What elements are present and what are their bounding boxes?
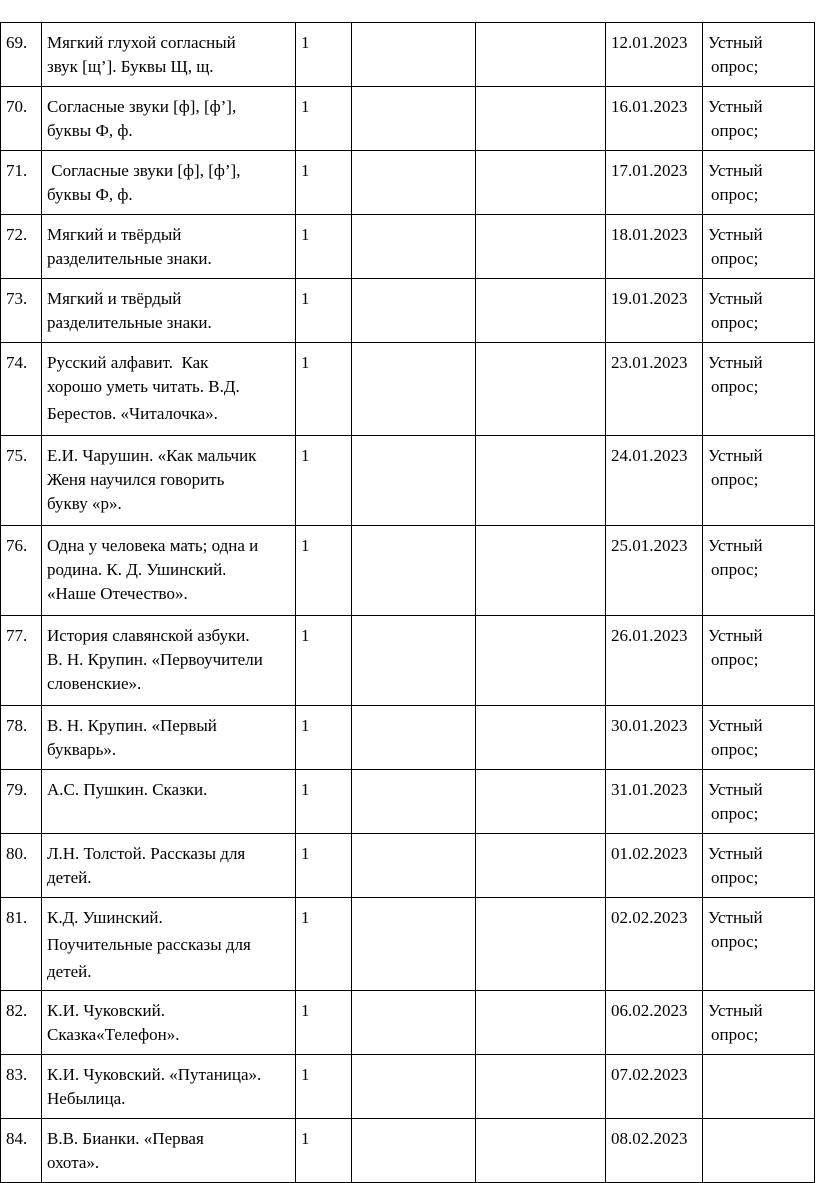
- lesson-number: 72.: [1, 215, 42, 279]
- control-form: [703, 87, 815, 151]
- control-form-line: Устный: [708, 716, 763, 735]
- control-form-line: опрос;: [711, 650, 759, 669]
- empty-cell: [352, 23, 476, 87]
- lesson-topic: [42, 526, 296, 616]
- control-form: [703, 616, 815, 706]
- topic-line: буквы Ф, ф.: [47, 185, 133, 204]
- table-row: [1, 343, 815, 436]
- control-form-line: опрос;: [711, 249, 759, 268]
- empty-cell: [476, 1119, 606, 1183]
- lesson-hours: 1: [296, 1055, 352, 1119]
- topic-line: К.И. Чуковский.: [47, 1001, 165, 1020]
- table-row: [1, 526, 815, 616]
- empty-cell: [476, 991, 606, 1055]
- empty-cell: [352, 279, 476, 343]
- topic-line: Одна у человека мать; одна и: [47, 536, 259, 555]
- lesson-date: 19.01.2023: [606, 279, 703, 343]
- topic-line: разделительные знаки.: [47, 249, 212, 268]
- topic-line: охота».: [47, 1153, 100, 1172]
- lesson-topic: [42, 834, 296, 898]
- control-form-line: Устный: [708, 536, 763, 555]
- topic-line: букву «р».: [47, 494, 122, 513]
- lesson-topic: [42, 991, 296, 1055]
- lesson-number: 70.: [1, 87, 42, 151]
- control-form: [703, 23, 815, 87]
- topic-line: букварь».: [47, 740, 117, 759]
- lesson-number: 80.: [1, 834, 42, 898]
- control-form-line: опрос;: [711, 932, 759, 951]
- lesson-hours: 1: [296, 87, 352, 151]
- lesson-date: 17.01.2023: [606, 151, 703, 215]
- lesson-number: 76.: [1, 526, 42, 616]
- topic-line: Русский алфавит. Как: [47, 353, 209, 372]
- table-row: [1, 706, 815, 770]
- control-form-line: Устный: [708, 844, 763, 863]
- control-form: [703, 436, 815, 526]
- empty-cell: [476, 279, 606, 343]
- lesson-number: 81.: [1, 898, 42, 991]
- control-form: [703, 343, 815, 436]
- lesson-topic: [42, 770, 296, 834]
- lesson-topic: [42, 1119, 296, 1183]
- control-form-line: Устный: [708, 353, 763, 372]
- lesson-date: 02.02.2023: [606, 898, 703, 991]
- empty-cell: [352, 616, 476, 706]
- topic-line: Мягкий и твёрдый: [47, 289, 182, 308]
- lesson-hours: 1: [296, 1119, 352, 1183]
- topic-line: Мягкий и твёрдый: [47, 225, 182, 244]
- empty-cell: [476, 616, 606, 706]
- lesson-hours: 1: [296, 151, 352, 215]
- control-form-line: Устный: [708, 225, 763, 244]
- lesson-topic: [42, 343, 296, 436]
- lesson-date: 01.02.2023: [606, 834, 703, 898]
- topic-line: хорошо уметь читать. В.Д.: [47, 377, 240, 396]
- topic-line: Небылица.: [47, 1089, 126, 1108]
- empty-cell: [352, 770, 476, 834]
- empty-cell: [352, 991, 476, 1055]
- lesson-number: 77.: [1, 616, 42, 706]
- lesson-date: 06.02.2023: [606, 991, 703, 1055]
- topic-line: В. Н. Крупин. «Первоучители: [47, 650, 263, 669]
- lesson-number: 79.: [1, 770, 42, 834]
- table-row: [1, 436, 815, 526]
- empty-cell: [352, 87, 476, 151]
- control-form-line: Устный: [708, 1001, 763, 1020]
- table-row: [1, 898, 815, 991]
- control-form: [703, 834, 815, 898]
- lesson-date: 31.01.2023: [606, 770, 703, 834]
- topic-line: К.Д. Ушинский.: [47, 908, 163, 927]
- topic-line: Поучительные рассказы для: [47, 935, 251, 954]
- control-form: [703, 1055, 815, 1119]
- empty-cell: [352, 151, 476, 215]
- lesson-topic: [42, 87, 296, 151]
- topic-line: Женя научился говорить: [47, 470, 225, 489]
- lesson-hours: 1: [296, 279, 352, 343]
- empty-cell: [476, 1055, 606, 1119]
- empty-cell: [476, 526, 606, 616]
- lesson-date: 24.01.2023: [606, 436, 703, 526]
- lesson-topic: [42, 1055, 296, 1119]
- control-form-line: Устный: [708, 626, 763, 645]
- lesson-topic: [42, 151, 296, 215]
- empty-cell: [352, 898, 476, 991]
- empty-cell: [352, 1119, 476, 1183]
- empty-cell: [476, 770, 606, 834]
- empty-cell: [476, 436, 606, 526]
- control-form-line: опрос;: [711, 313, 759, 332]
- topic-line: «Наше Отечество».: [47, 584, 188, 603]
- lesson-number: 73.: [1, 279, 42, 343]
- lesson-hours: 1: [296, 23, 352, 87]
- empty-cell: [476, 834, 606, 898]
- lesson-number: 69.: [1, 23, 42, 87]
- lesson-date: 30.01.2023: [606, 706, 703, 770]
- lesson-hours: 1: [296, 436, 352, 526]
- topic-line: Берестов. «Читалочка».: [47, 404, 218, 423]
- table-row: [1, 991, 815, 1055]
- lesson-topic: [42, 215, 296, 279]
- lesson-topic: [42, 279, 296, 343]
- topic-line: История славянской азбуки.: [47, 626, 250, 645]
- lesson-hours: 1: [296, 834, 352, 898]
- lesson-topic: [42, 616, 296, 706]
- table-row: [1, 87, 815, 151]
- topic-line: детей.: [47, 868, 92, 887]
- topic-line: В. Н. Крупин. «Первый: [47, 716, 217, 735]
- table-row: [1, 279, 815, 343]
- table-row: [1, 23, 815, 87]
- lesson-number: 71.: [1, 151, 42, 215]
- lesson-hours: 1: [296, 706, 352, 770]
- empty-cell: [476, 23, 606, 87]
- control-form-line: Устный: [708, 33, 763, 52]
- control-form-line: опрос;: [711, 804, 759, 823]
- lesson-plan-table: [0, 22, 815, 1183]
- lesson-number: 83.: [1, 1055, 42, 1119]
- topic-line: детей.: [47, 962, 92, 981]
- lesson-number: 75.: [1, 436, 42, 526]
- lesson-hours: 1: [296, 616, 352, 706]
- lesson-date: 23.01.2023: [606, 343, 703, 436]
- topic-line: Согласные звуки [ф], [ф’],: [47, 161, 241, 180]
- lesson-topic: [42, 436, 296, 526]
- control-form-line: опрос;: [711, 185, 759, 204]
- control-form-line: Устный: [708, 780, 763, 799]
- topic-line: А.С. Пушкин. Сказки.: [47, 780, 208, 799]
- lesson-date: 25.01.2023: [606, 526, 703, 616]
- lesson-number: 84.: [1, 1119, 42, 1183]
- topic-line: К.И. Чуковский. «Путаница».: [47, 1065, 262, 1084]
- empty-cell: [476, 343, 606, 436]
- lesson-hours: 1: [296, 343, 352, 436]
- control-form-line: опрос;: [711, 740, 759, 759]
- empty-cell: [476, 151, 606, 215]
- table-row: [1, 834, 815, 898]
- table-row: [1, 770, 815, 834]
- table-row: [1, 1055, 815, 1119]
- topic-line: разделительные знаки.: [47, 313, 212, 332]
- lesson-topic: [42, 23, 296, 87]
- topic-line: Согласные звуки [ф], [ф’],: [47, 97, 237, 116]
- empty-cell: [476, 215, 606, 279]
- lesson-hours: 1: [296, 770, 352, 834]
- lesson-number: 78.: [1, 706, 42, 770]
- empty-cell: [476, 898, 606, 991]
- control-form: [703, 151, 815, 215]
- control-form-line: Устный: [708, 289, 763, 308]
- topic-line: буквы Ф, ф.: [47, 121, 133, 140]
- topic-line: Е.И. Чарушин. «Как мальчик: [47, 446, 257, 465]
- control-form: [703, 526, 815, 616]
- empty-cell: [352, 215, 476, 279]
- lesson-date: 08.02.2023: [606, 1119, 703, 1183]
- lesson-hours: 1: [296, 898, 352, 991]
- empty-cell: [352, 343, 476, 436]
- lesson-number: 82.: [1, 991, 42, 1055]
- control-form: [703, 1119, 815, 1183]
- lesson-date: 26.01.2023: [606, 616, 703, 706]
- control-form-line: Устный: [708, 161, 763, 180]
- lesson-date: 07.02.2023: [606, 1055, 703, 1119]
- control-form-line: опрос;: [711, 121, 759, 140]
- control-form: [703, 706, 815, 770]
- lesson-topic: [42, 706, 296, 770]
- topic-line: Л.Н. Толстой. Рассказы для: [47, 844, 246, 863]
- lesson-number: 74.: [1, 343, 42, 436]
- table-row: [1, 616, 815, 706]
- control-form: [703, 991, 815, 1055]
- control-form-line: опрос;: [711, 377, 759, 396]
- lesson-hours: 1: [296, 215, 352, 279]
- control-form-line: опрос;: [711, 560, 759, 579]
- lesson-date: 18.01.2023: [606, 215, 703, 279]
- control-form-line: опрос;: [711, 470, 759, 489]
- empty-cell: [352, 1055, 476, 1119]
- topic-line: Сказка«Телефон».: [47, 1025, 180, 1044]
- empty-cell: [352, 706, 476, 770]
- control-form: [703, 770, 815, 834]
- table-row: [1, 215, 815, 279]
- lesson-hours: 1: [296, 991, 352, 1055]
- empty-cell: [352, 834, 476, 898]
- control-form: [703, 215, 815, 279]
- control-form-line: Устный: [708, 908, 763, 927]
- empty-cell: [476, 706, 606, 770]
- topic-line: звук [щ’]. Буквы Щ, щ.: [47, 57, 214, 76]
- empty-cell: [352, 526, 476, 616]
- control-form: [703, 898, 815, 991]
- control-form: [703, 279, 815, 343]
- table-body: [1, 23, 815, 1183]
- control-form-line: Устный: [708, 97, 763, 116]
- topic-line: словенские».: [47, 674, 142, 693]
- table-row: [1, 151, 815, 215]
- table-row: [1, 1119, 815, 1183]
- control-form-line: Устный: [708, 446, 763, 465]
- control-form-line: опрос;: [711, 868, 759, 887]
- topic-line: родина. К. Д. Ушинский.: [47, 560, 227, 579]
- empty-cell: [476, 87, 606, 151]
- topic-line: В.В. Бианки. «Первая: [47, 1129, 204, 1148]
- lesson-date: 12.01.2023: [606, 23, 703, 87]
- lesson-hours: 1: [296, 526, 352, 616]
- topic-line: Мягкий глухой согласный: [47, 33, 236, 52]
- control-form-line: опрос;: [711, 1025, 759, 1044]
- control-form-line: опрос;: [711, 57, 759, 76]
- lesson-topic: [42, 898, 296, 991]
- empty-cell: [352, 436, 476, 526]
- lesson-date: 16.01.2023: [606, 87, 703, 151]
